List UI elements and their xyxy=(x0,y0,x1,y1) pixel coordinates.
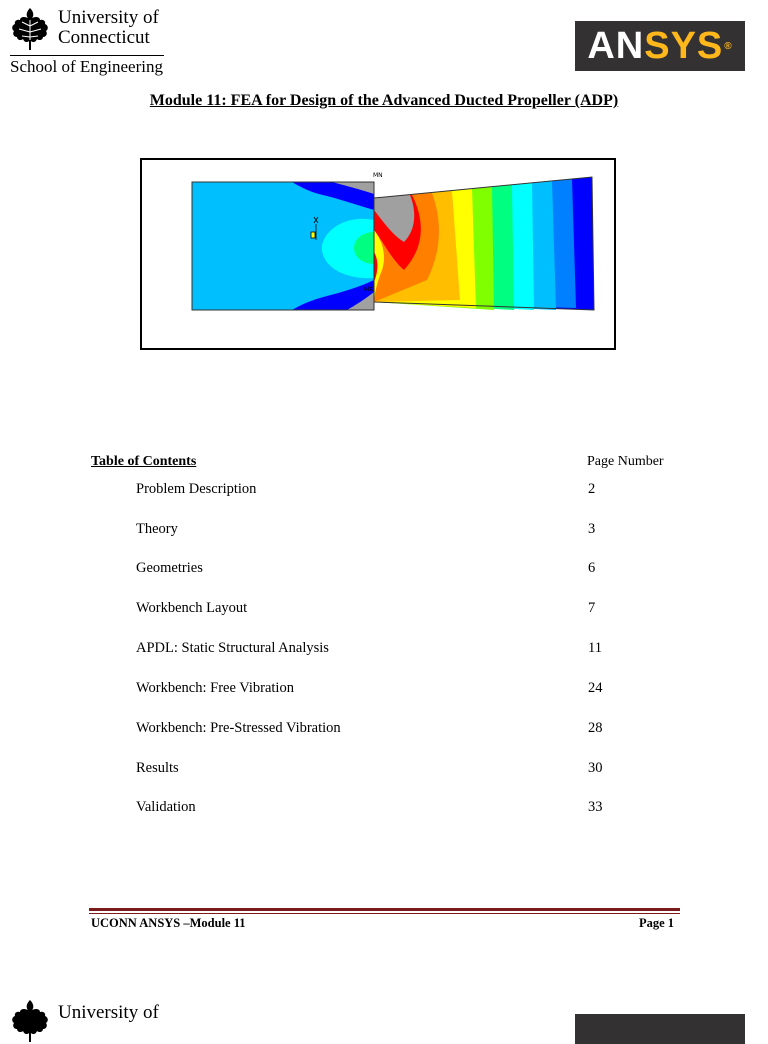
ansys-logo-next xyxy=(575,1014,745,1044)
toc-item-page: 6 xyxy=(588,560,596,576)
toc-item[interactable] xyxy=(0,640,768,660)
fea-contour-plot xyxy=(142,160,614,348)
ansys-logo-reg: ® xyxy=(724,40,733,52)
ansys-logo-next-text xyxy=(585,1014,745,1044)
toc-item[interactable] xyxy=(0,600,768,620)
page-title: Module 11: FEA for Design of the Advanced Ducted Propeller (ADP) xyxy=(149,92,619,109)
toc-item-page: 24 xyxy=(588,680,603,696)
university-line2: Connecticut xyxy=(58,27,150,48)
footer-rule-thick xyxy=(89,908,680,911)
left-block xyxy=(192,182,374,310)
max-label: MX xyxy=(364,286,374,293)
oak-leaf-logo-icon xyxy=(8,6,52,52)
ansys-logo xyxy=(575,21,745,71)
toc-item-page: 3 xyxy=(588,521,596,537)
toc-item[interactable] xyxy=(0,521,768,541)
toc-item[interactable] xyxy=(0,799,768,819)
toc-item-label: APDL: Static Structural Analysis xyxy=(136,640,329,656)
toc-item-label: Workbench: Pre-Stressed Vibration xyxy=(136,720,341,736)
footer-module-label: UCONN ANSYS –Module 11 xyxy=(91,916,246,930)
toc-page-number-heading: Page Number xyxy=(587,454,664,469)
university-name xyxy=(58,8,159,48)
toc-item-page: 11 xyxy=(588,640,602,656)
min-label: MN xyxy=(373,172,383,179)
university-name-next: University of xyxy=(58,1002,159,1023)
toc-item[interactable] xyxy=(0,680,768,700)
footer-rule-thin xyxy=(89,913,680,914)
toc-item-page: 28 xyxy=(588,720,603,736)
footer-page-number: Page 1 xyxy=(639,916,675,930)
toc-heading: Table of Contents xyxy=(91,454,197,469)
ansys-logo-an: AN xyxy=(587,24,645,67)
ansys-logo-sys: SYS xyxy=(644,24,724,67)
toc-item-page: 30 xyxy=(588,760,603,776)
toc-item[interactable] xyxy=(0,760,768,780)
toc-item-label: Workbench: Free Vibration xyxy=(136,680,294,696)
toc-item-label: Results xyxy=(136,760,179,776)
toc-item[interactable] xyxy=(0,560,768,580)
toc-item-label: Geometries xyxy=(136,560,203,576)
toc-item-page: 7 xyxy=(588,600,596,616)
toc-item-page: 33 xyxy=(588,799,603,815)
toc-item-label: Validation xyxy=(136,799,196,815)
toc-item-label: Theory xyxy=(136,521,178,537)
logo-divider xyxy=(10,55,164,56)
toc-item-page: 2 xyxy=(588,481,596,497)
toc-item-label: Workbench Layout xyxy=(136,600,248,616)
toc-item-label: Problem Description xyxy=(136,481,257,497)
toc-item[interactable] xyxy=(0,720,768,740)
oak-leaf-logo-icon-next xyxy=(8,998,52,1044)
toc-item[interactable] xyxy=(0,481,768,501)
right-block xyxy=(374,177,594,310)
school-name: School of Engineering xyxy=(10,57,163,76)
university-line1: University of xyxy=(58,7,159,28)
